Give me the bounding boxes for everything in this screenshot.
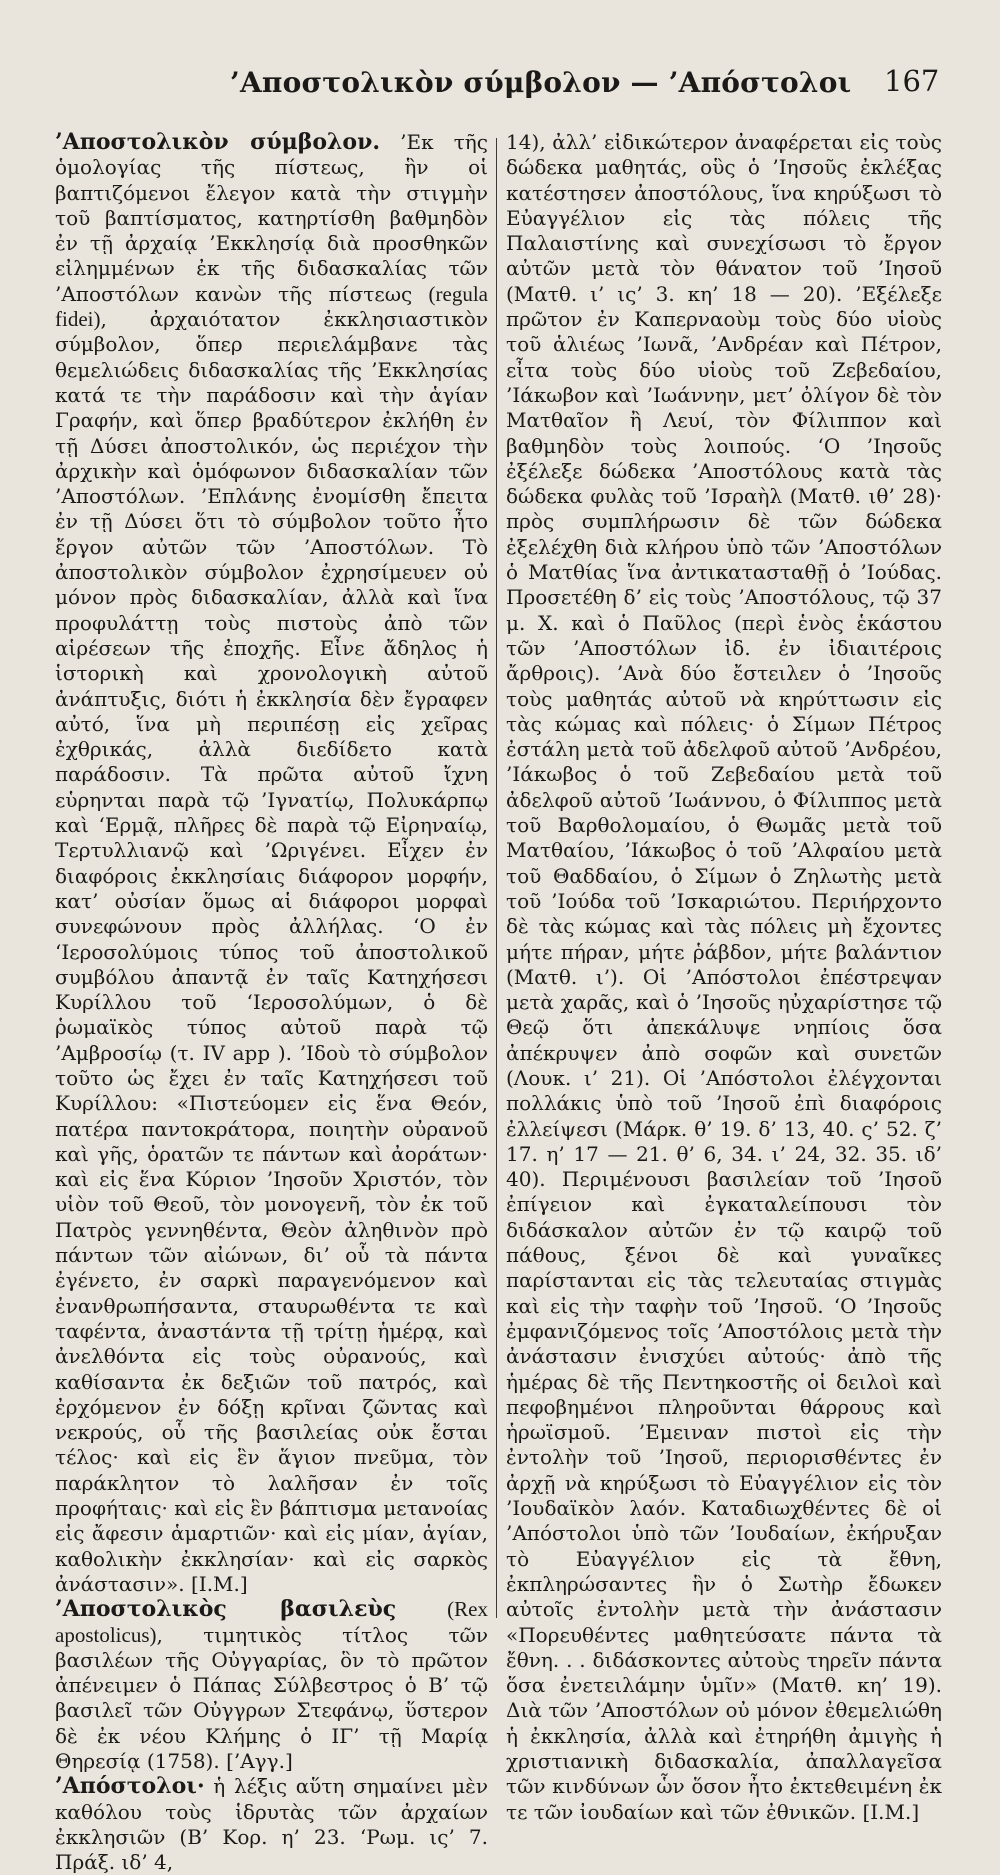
entry-latin-term: (Rex apostolicus) <box>55 1597 488 1647</box>
entry-text: ἡ λέξις αὕτη σημαίνει μὲν καθόλου τοὺς ἱδρυτὰς τῶν ἀρχαίων ἐκκλησιῶν (Β’ Κορ. η’ 23. ‘Ρωμ. ις’ 7. Πράξ. ιδ’ 4, <box>55 1774 488 1875</box>
column-divider <box>496 138 497 1618</box>
running-head: ’Αποστολικὸν σύμβολον — ’Απόστολοι <box>230 66 852 99</box>
entry-apostolikos-basileus <box>55 1597 488 1774</box>
entry-text: , τιμητικὸς τίτλος τῶν βασιλέων τῆς Οὐγγαρίας, ὃν τὸ πρῶτον ἀπένειμεν ὁ Πάπας Σύλβεστρος ὁ Β’ τῷ βασιλεῖ τῶν Οὐγγρων Στεφάνῳ, ὕστερον δὲ ἐκ νέου Κλήμης ὁ ΙΓ’ τῇ Μαρίᾳ Θηρεσίᾳ (1758). [’Αγγ.] <box>55 1622 488 1773</box>
page-number: 167 <box>884 64 940 98</box>
right-column <box>506 130 942 1824</box>
entry-title: ’Αποστολικὸς βασιλεὺς <box>55 1596 397 1623</box>
entry-text: ’Εκ τῆς ὁμολογίας τῆς πίστεως, ἣν οἱ βαπτιζόμενοι ἔλεγον κατὰ τὴν στιγμὴν τοῦ βαπτίσματος, κατηρτίσθη βαθμηδὸν ἐν τῇ ἀρχαίᾳ ’Εκκλησίᾳ διὰ προσθηκῶν εἰλημμένων ἐκ τῆς διδασκαλίας τῶν ’Αποστόλων κανὼν τῆς πίστεως <box>55 130 488 306</box>
entry-latin-term: (regula fidei) <box>55 281 488 332</box>
entry-apostolikon-symbolon <box>55 130 488 1597</box>
entry-title: ’Αποστολικὸν σύμβολον. <box>55 129 381 155</box>
entry-apostoloi-continued: 14), ἀλλ’ εἰδικώτερον ἀναφέρεται εἰς τοὺς δώδεκα μαθητάς, οὓς ὁ ’Ιησοῦς ἐκλέξας κατέστησεν ἀποστόλους, ἵνα κηρύξωσι τὸ Εὐαγγέλιον εἰς τὰς πόλεις τῆς Παλαιστίνης καὶ συνεχίσωσι τὸ ἔργον αὐτῶν μετὰ τὸν θάνατον τοῦ ’Ιησοῦ (Ματθ. ι’ ις’ 3. κη’ 18 — 20). ’Εξέλεξε πρῶτον ἐν Καπερναοὺμ τοὺς δύο υἱοὺς τοῦ ἁλιέως ’Ιωνᾶ, ’Ανδρέαν καὶ Πέτρον, εἶτα τοὺς δύο υἱοὺς τοῦ Ζεβεδαίου, ’Ιάκωβον καὶ ’Ιωάννην, μετ’ ὀλίγον δὲ τὸν Ματθαῖον ἢ Λευί, τὸν Φίλιππον καὶ βαθμηδὸν τοὺς λοιπούς. ‘Ο ’Ιησοῦς ἐξέλεξε δώδεκα ’Αποστόλους κατὰ τὰς δώδεκα φυλὰς τοῦ ’Ισραὴλ (Ματθ. ιθ’ 28)· πρὸς συμπλήρωσιν δὲ τῶν δώδεκα ἐξελέχθη διὰ κλήρου ὑπὸ τῶν ’Αποστόλων ὁ Ματθίας ἵνα ἀντικατασταθῇ ὁ ’Ιούδας. Προσετέθη δ’ εἰς τοὺς ’Αποστόλους, τῷ 37 μ. Χ. καὶ ὁ Παῦλος (περὶ ἑνὸς ἑκάστου τῶν ’Αποστόλων ἰδ. ἐν ἰδιαιτέροις ἄρθροις). ’Ανὰ δύο ἔστειλεν ὁ ’Ιησοῦς τοὺς μαθητάς αὐτοῦ νὰ κηρύττωσιν εἰς τὰς κώμας καὶ πόλεις· ὁ Σίμων Πέτρος ἐστάλη μετὰ τοῦ ἀδελφοῦ αὐτοῦ ’Ανδρέου, ’Ιάκωβος ὁ τοῦ Ζεβεδαίου μετὰ τοῦ ἀδελφοῦ αὐτοῦ ’Ιωάννου, ὁ Φίλιππος μετὰ τοῦ Βαρθολομαίου, ὁ Θωμᾶς μετὰ τοῦ Ματθαίου, ’Ιάκωβος ὁ τοῦ ’Αλφαίου μετὰ τοῦ Θαδδαίου, ὁ Σίμων ὁ Ζηλωτὴς μετὰ τοῦ ’Ιούδα τοῦ ’Ισκαριώτου. Περιήρχοντο δὲ τὰς κώμας καὶ τὰς πόλεις μὴ ἔχοντες μήτε πήραν, μήτε ῥάβδον, μήτε βαλάντιον (Ματθ. ι’). Οἱ ’Απόστολοι ἐπέστρεψαν μετὰ χαρᾶς, καὶ ὁ ’Ιησοῦς ηὐχαρίστησε τῷ Θεῷ ὅτι ἀπεκάλυψε νηπίοις ὅσα ἀπέκρυψεν ἀπὸ σοφῶν καὶ συνετῶν (Λουκ. ι’ 21). Οἱ ’Απόστολοι ἐλέγχονται πολλάκις ὑπὸ τοῦ ’Ιησοῦ ἐπὶ διαφόροις ἐλλείψεσι (Μάρκ. θ’ 19. δ’ 13, 40. ς’ 52. ζ’ 17. η’ 17 — 21. θ’ 6, 34. ι’ 24, 32. 35. ιδ’ 40). Περιμένουσι βασιλείαν τοῦ ’Ιησοῦ ἐπίγειον καὶ ἐγκαταλείπουσι τὸν διδάσκαλον αὐτῶν ἐν τῷ καιρῷ τοῦ πάθους, ξένοι δὲ καὶ γυναῖκες παρίστανται εἰς τὰς τελευταίας στιγμὰς καὶ εἰς τὴν ταφὴν τοῦ ’Ιησοῦ. ‘Ο ’Ιησοῦς ἐμφανιζόμενος τοῖς ’Αποστόλοις μετὰ τὴν ἀνάστασιν ἐνισχύει αὐτούς· ἀπὸ τῆς ἡμέρας δὲ τῆς Πεντηκοστῆς οἱ δειλοὶ καὶ πεφοβημένοι πληροῦνται θάρρους καὶ ἡρωϊσμοῦ. ’Εμειναν πιστοὶ εἰς τὴν ἐντολὴν τοῦ ’Ιησοῦ, περιορισθέντες ἐν ἀρχῇ νὰ κηρύξωσι τὸ Εὐαγγέλιον εἰς τὸν ’Ιουδαϊκὸν λαόν. Καταδιωχθέντες δὲ οἱ ’Απόστολοι ὑπὸ τῶν ’Ιουδαίων, ἐκήρυξαν τὸ Εὐαγγέλιον εἰς τὰ ἔθνη, ἐκπληρώσαντες ἣν ὁ Σωτὴρ ἔδωκεν αὐτοῖς ἐντολὴν μετὰ τὴν ἀνάστασιν «Πορευθέντες μαθητεύσατε πάντα τὰ ἔθνη. . . διδάσκοντες αὐτοὺς τηρεῖν πάντα ὅσα ἐνετειλάμην ὑμῖν» (Ματθ. κη’ 19). Διὰ τῶν ’Αποστόλων οὐ μόνον ἐθεμελιώθη ἡ ἐκκλησία, ἀλλὰ καὶ ἐτηρήθη ἀμιγὴς ἡ χριστιανικὴ διδασκαλία, ἀπαλλαγεῖσα τῶν κινδύνων ὧν ὅσον ἦτο ἐκτεθειμένη ἐκ τε τῶν ἰουδαίων καὶ τῶν ἐθνικῶν. [Ι.Μ.] <box>506 130 942 1824</box>
entry-apostoloi <box>55 1774 488 1875</box>
page-header <box>0 58 1000 108</box>
left-column <box>55 129 488 1875</box>
entry-text: , ἀρχαιότατον ἐκκλησιαστικὸν σύμβολον, ὅπερ περιελάμβανε τὰς θεμελιώδεις διδασκαλίας τῆς ’Εκκλησίας κατά τε τὴν παράδοσιν καὶ τὴν ἁγίαν Γραφήν, καὶ ὅπερ βραδύτερον ἐκλήθη ἐν τῇ Δύσει ἀποστολικόν, ὡς περιέχον τὴν ἀρχικὴν καὶ ὁμόφωνον διδασκαλίαν τῶν ’Αποστόλων. ’Επλάνης ἐνομίσθη ἔπειτα ἐν τῇ Δύσει ὅτι τὸ σύμβολον τοῦτο ἦτο ἔργον αὐτῶν τῶν ’Αποστόλων. Τὸ ἀποστολικὸν σύμβολον ἐχρησίμευεν οὐ μόνον πρὸς διδασκαλίαν, ἀλλὰ καὶ ἵνα προφυλάττῃ τοὺς πιστοὺς ἀπὸ τῶν αἱρέσεων τῆς ἐποχῆς. Εἶνε ἄδηλος ἡ ἱστορικὴ καὶ χρονολογικὴ αὐτοῦ ἀνάπτυξις, διότι ἡ ἐκκλησία δὲν ἔγραφεν αὐτό, ἵνα μὴ περιπέσῃ εἰς χεῖρας ἐχθρικάς, ἀλλὰ διεδίδετο κατὰ παράδοσιν. Τὰ πρῶτα αὐτοῦ ἴχνη εὑρηνται παρὰ τῷ ’Ιγνατίῳ, Πολυκάρπῳ καὶ ‘Ερμᾷ, πλῆρες δὲ παρὰ τῷ Εἰρηναίῳ, Τερτυλλιανῷ καὶ ’Ωριγένει. Εἶχεν ἐν διαφόροις ἐκκλησίαις διάφορον μορφήν, κατ’ οὐσίαν ὅμως αἱ διάφοροι μορφαὶ συνεφώνουν πρὸς ἀλλήλας. ‘Ο ἐν ‘Ιεροσολύμοις τύπος τοῦ ἀποστολικοῦ συμβόλου ἀπαντᾷ ἐν ταῖς Κατηχήσεσι Κυρίλλου τοῦ ‘Ιεροσολύμων, ὁ δὲ ῥωμαϊκὸς τύπος αὐτοῦ παρὰ τῷ ’Αμβροσίῳ (τ. IV app ). ’Ιδοὺ τὸ σύμβολον τοῦτο ὡς ἔχει ἐν ταῖς Κατηχήσεσι τοῦ Κυρίλλου: «Πιστεύομεν εἰς ἕνα Θεόν, πατέρα παντοκράτορα, ποιητὴν οὐρανοῦ καὶ γῆς, ὁρατῶν τε πάντων καὶ ἀοράτων· καὶ εἰς ἕνα Κύριον ’Ιησοῦν Χριστόν, τὸν υἱὸν τοῦ Θεοῦ, τὸν μονογενῆ, τὸν ἐκ τοῦ Πατρὸς γεννηθέντα, Θεὸν ἀληθινὸν πρὸ πάντων τῶν αἰώνων, δι’ οὗ τὰ πάντα ἐγένετο, ἐν σαρκὶ παραγενόμενον καὶ ἐνανθρωπήσαντα, σταυρωθέντα τε καὶ ταφέντα, ἀναστάντα τῇ τρίτῃ ἡμέρᾳ, καὶ ἀνελθόντα εἰς τοὺς οὐρανούς, καὶ καθίσαντα ἐκ δεξιῶν τοῦ πατρός, καὶ ἐρχόμενον ἐν δόξῃ κρῖναι ζῶντας καὶ νεκρούς, οὗ τῆς βασιλείας οὐκ ἔσται τέλος· καὶ εἰς ἓν ἅγιον πνεῦμα, τὸν παράκλητον τὸ λαλῆσαν ἐν τοῖς προφήταις· καὶ εἰς ἓν βάπτισμα μετανοίας εἰς ἄφεσιν ἁμαρτιῶν· καὶ εἰς μίαν, ἁγίαν, καθολικὴν ἐκκλησίαν· καὶ εἰς σαρκὸς ἀνάστασιν». [Ι.Μ.] <box>55 307 488 1596</box>
entry-title: ’Απόστολοι· <box>55 1773 205 1800</box>
